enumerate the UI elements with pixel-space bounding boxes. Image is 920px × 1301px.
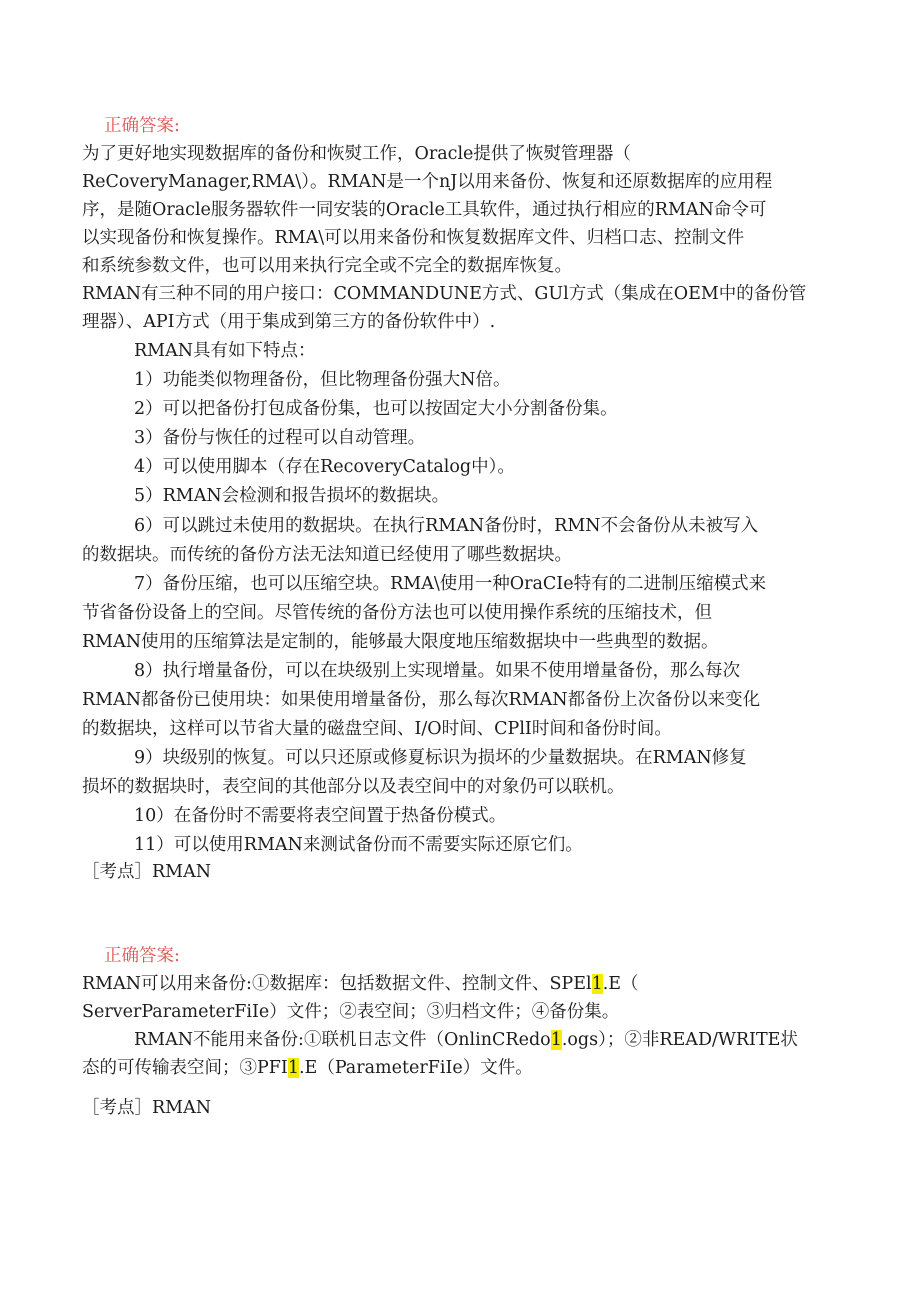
feature-item: 1）功能类似物理备份，但比物理备份强大N倍。	[134, 370, 511, 390]
kaodian-label: ［考点］RMAN	[82, 1098, 212, 1118]
feature-item-cont: RMAN都备份已使用块：如果使用增量备份，那么每次RMAN都备份上次备份以来变化	[82, 690, 761, 710]
highlighted-text: 1	[550, 1030, 562, 1050]
answer-line: ServerParameterFiIe）文件；②表空间；③归档文件；④备份集。	[82, 1002, 620, 1022]
feature-item-cont: 损坏的数据块时，表空间的其他部分以及表空间中的对象仍可以联机。	[82, 777, 625, 797]
feature-item: 4）可以使用脚本（存在RecoveryCatalog中）。	[134, 457, 515, 477]
feature-item: 11）可以使用RMAN来测试备份而不需要实际还原它们。	[134, 835, 583, 855]
intro-line: 理器）、API方式（用于集成到第三方的备份软件中）.	[82, 312, 496, 332]
answer-line	[82, 971, 842, 997]
answer-text: .E（ParameterFiIe）文件。	[298, 1058, 533, 1078]
intro-line: 以实现备份和恢复操作。RMA\可以用来备份和恢复数据库文件、归档口志、控制文件	[82, 228, 745, 248]
answer-text: .E（	[602, 974, 639, 994]
kaodian-label: ［考点］RMAN	[82, 862, 212, 882]
feature-item-cont: RMAN使用的压缩算法是定制的，能够最大限度地压缩数据块中一些典型的数据。	[82, 632, 719, 652]
answer-text: .ogs）；②非READ/WRITE状	[561, 1030, 798, 1050]
feature-item-cont: 节省备份设备上的空间。尽管传统的备份方法也可以使用操作系统的压缩技术，但	[82, 603, 712, 623]
feature-item: 7）备份压缩，也可以压缩空块。RMA\使用一种OraCIe特有的二进制压缩模式来	[134, 574, 767, 594]
highlighted-text: 1	[591, 974, 603, 994]
answer-text: RMAN不能用来备份:①联机日志文件（OnlinCRedo	[134, 1030, 551, 1050]
answer-line	[82, 1055, 842, 1081]
intro-line: 和系统参数文件，也可以用来执行完全或不完全的数据库恢复。	[82, 256, 572, 276]
feature-item: 8）执行增量备份，可以在块级别上实现增量。如果不使用增量备份，那么每次	[134, 661, 741, 681]
answer-label: 正确答案:	[104, 946, 180, 966]
intro-line: ReCoveryManager,RMA\）。RMAN是一个nJ以用来备份、恢复和还原数据库的应用程	[82, 172, 773, 192]
feature-item: 6）可以跳过未使用的数据块。在执行RMAN备份时，RMN不会备份从未被写入	[134, 516, 759, 536]
feature-item: 10）在备份时不需要将表空间置于热备份模式。	[134, 806, 507, 826]
answer-line	[134, 1027, 842, 1053]
feature-item: 5）RMAN会检测和报告损坏的数据块。	[134, 486, 450, 506]
feature-item: 2）可以把备份打包成备份集，也可以按固定大小分割备份集。	[134, 399, 618, 419]
feature-item: 9）块级别的恢复。可以只还原或修夏标识为损坏的少量数据块。在RMAN修复	[134, 748, 747, 768]
highlighted-text: 1	[287, 1058, 299, 1078]
intro-line: 序，是随Oracle服务器软件一同安装的Oracle工具软件，通过执行相应的RMAN命令可	[82, 200, 767, 220]
features-title: RMAN具有如下特点：	[134, 341, 316, 361]
answer-text: RMAN可以用来备份:①数据库：包括数据文件、控制文件、SPEl	[82, 974, 592, 994]
answer-text: 态的可传输表空间；③PFI	[82, 1058, 288, 1078]
feature-item-cont: 的数据块。而传统的备份方法无法知道已经使用了哪些数据块。	[82, 545, 572, 565]
intro-line: 为了更好地实现数据库的备份和恢熨工作，Oracle提供了恢熨管理器（	[82, 144, 631, 164]
feature-item: 3）备份与恢任的过程可以自动管理。	[134, 428, 426, 448]
answer-label: 正确答案:	[104, 116, 180, 136]
intro-line: RMAN有三种不同的用户接口：COMMANDUNE方式、GUl方式（集成在OEM中的备份管	[82, 284, 807, 304]
feature-item-cont: 的数据块，这样可以节省大量的磁盘空间、I/O时间、CPlI时间和备份时间。	[82, 719, 672, 739]
